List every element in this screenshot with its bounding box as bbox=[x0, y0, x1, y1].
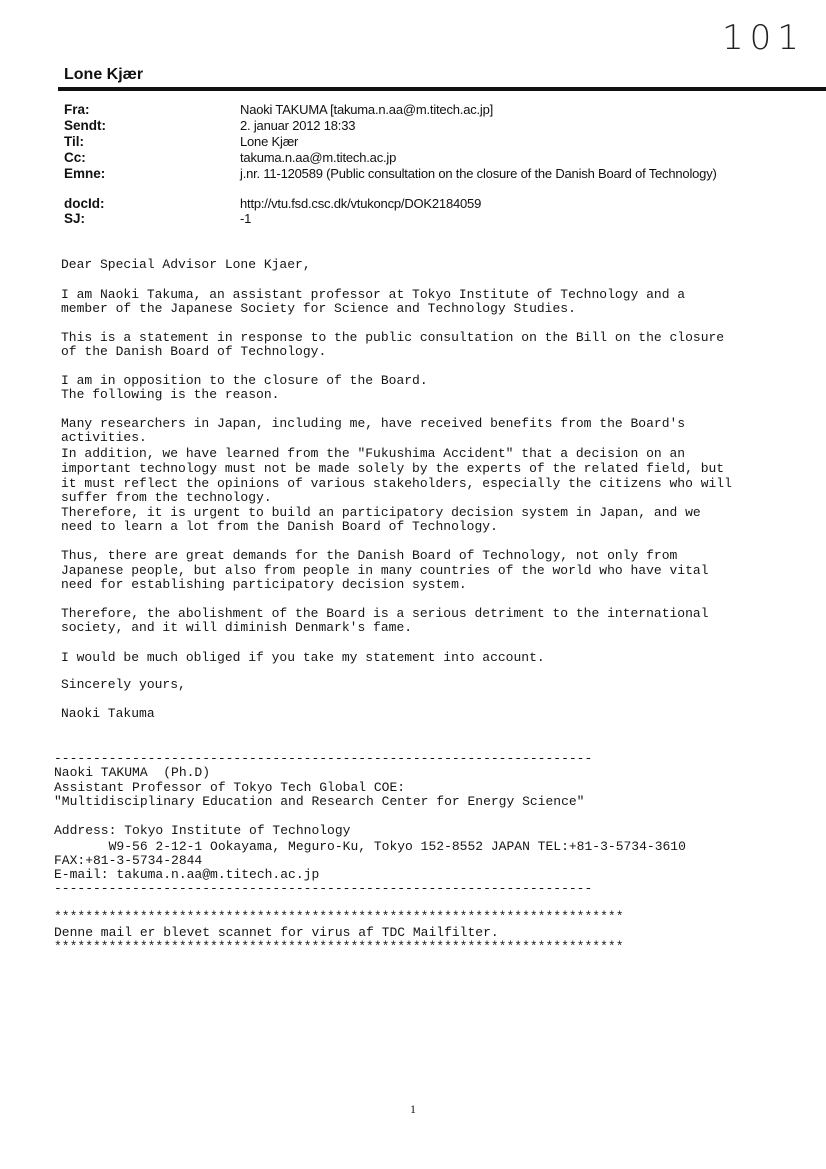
cc-label: Cc: bbox=[64, 150, 86, 165]
docid-label: docId: bbox=[64, 196, 105, 211]
sj-value: -1 bbox=[240, 211, 252, 226]
asterisk-divider: ************************************************************************* bbox=[54, 909, 624, 924]
scan-notice: Denne mail er blevet scannet for virus af TDC Mailfilter. bbox=[54, 925, 499, 940]
docid-value: http://vtu.fsd.csc.dk/vtukoncp/DOK2184059 bbox=[240, 196, 482, 211]
sent-label: Sendt: bbox=[64, 118, 106, 133]
cc-value: takuma.n.aa@m.titech.ac.jp bbox=[240, 150, 397, 165]
signature-divider: --------------------------------------------------------------------- bbox=[54, 751, 593, 766]
body-line: The following is the reason. bbox=[61, 387, 280, 402]
body-line: need for establishing participatory decision system. bbox=[61, 577, 467, 592]
body-line: In addition, we have learned from the "Fukushima Accident" that a decision on an bbox=[61, 446, 686, 461]
body-line: society, and it will diminish Denmark's fame. bbox=[61, 620, 413, 635]
body-line: activities. bbox=[61, 430, 147, 445]
body-line: Thus, there are great demands for the Danish Board of Technology, not only from bbox=[61, 548, 678, 563]
signature-line: "Multidisciplinary Education and Research Center for Energy Science" bbox=[54, 794, 585, 809]
body-line: Therefore, the abolishment of the Board is a serious detriment to the international bbox=[61, 606, 709, 621]
body-line: I am in opposition to the closure of the Board. bbox=[61, 373, 428, 388]
body-line: Therefore, it is urgent to build an participatory decision system in Japan, and we bbox=[61, 505, 701, 520]
to-value: Lone Kjær bbox=[240, 134, 299, 149]
handwritten-page-marker: 101 bbox=[722, 18, 805, 58]
to-label: Til: bbox=[64, 134, 84, 149]
signature-divider: --------------------------------------------------------------------- bbox=[54, 881, 593, 896]
body-line: it must reflect the opinions of various stakeholders, especially the citizens who will bbox=[61, 476, 732, 491]
signoff-name: Naoki Takuma bbox=[61, 706, 155, 721]
sent-value: 2. januar 2012 18:33 bbox=[240, 118, 356, 133]
header-rule bbox=[58, 87, 826, 91]
subject-label: Emne: bbox=[64, 166, 106, 181]
page-number: 1 bbox=[410, 1102, 416, 1116]
sender-name: Lone Kjær bbox=[64, 66, 144, 83]
signature-line: Naoki TAKUMA (Ph.D) bbox=[54, 765, 211, 780]
signature-line: FAX:+81-3-5734-2844 bbox=[54, 853, 203, 868]
body-line: I would be much obliged if you take my statement into account. bbox=[61, 650, 545, 665]
greeting: Dear Special Advisor Lone Kjaer, bbox=[61, 257, 311, 272]
body-line: member of the Japanese Society for Science and Technology Studies. bbox=[61, 301, 576, 316]
signature-line: W9-56 2-12-1 Ookayama, Meguro-Ku, Tokyo 152-8552 JAPAN TEL:+81-3-5734-3610 bbox=[54, 839, 686, 854]
body-line: important technology must not be made solely by the experts of the related field, but bbox=[61, 461, 725, 476]
subject-value: j.nr. 11-120589 (Public consultation on the closure of the Danish Board of Technology) bbox=[240, 166, 717, 181]
body-line: of the Danish Board of Technology. bbox=[61, 344, 327, 359]
from-label: Fra: bbox=[64, 102, 90, 117]
closing: Sincerely yours, bbox=[61, 677, 186, 692]
sj-label: SJ: bbox=[64, 211, 86, 226]
signature-line: Address: Tokyo Institute of Technology bbox=[54, 823, 351, 838]
from-value: Naoki TAKUMA [takuma.n.aa@m.titech.ac.jp] bbox=[240, 102, 494, 117]
body-line: I am Naoki Takuma, an assistant professor at Tokyo Institute of Technology and a bbox=[61, 287, 686, 302]
body-line: suffer from the technology. bbox=[61, 490, 272, 505]
body-line: This is a statement in response to the public consultation on the Bill on the closure bbox=[61, 330, 725, 345]
signature-email: E-mail: takuma.n.aa@m.titech.ac.jp bbox=[54, 867, 320, 882]
body-line: Many researchers in Japan, including me, have received benefits from the Board's bbox=[61, 416, 686, 431]
body-line: Japanese people, but also from people in many countries of the world who have vital bbox=[61, 563, 709, 578]
asterisk-divider: ************************************************************************* bbox=[54, 939, 624, 954]
body-line: need to learn a lot from the Danish Board of Technology. bbox=[61, 519, 498, 534]
signature-line: Assistant Professor of Tokyo Tech Global COE: bbox=[54, 780, 406, 795]
